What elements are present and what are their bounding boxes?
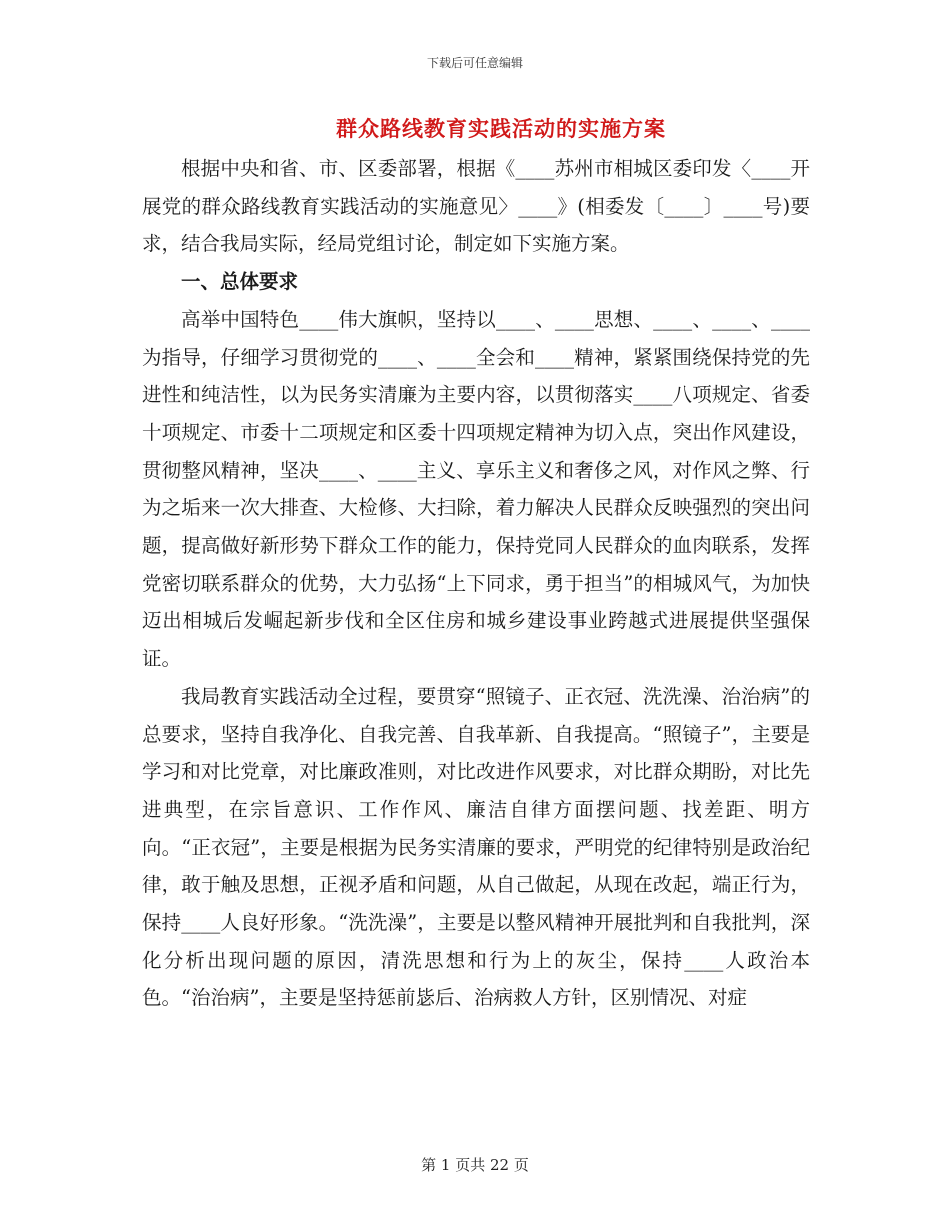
section-heading: 一、总体要求 — [181, 270, 299, 294]
body-paragraph: 高举中国特色____伟大旗帜，坚持以____、____思想、____、____、____为指导，仔细学习贯彻党的____、____全会和____精神，紧紧围绕保持党的先进性和纯洁性，以为民务实清廉为主要内容，以贯彻落实____八项规定、省委十项规定、市委十二项规定和区委十四项规定精神为切入点，突出作风建设，贯彻整风精神，坚决____、____主义、享乐主义和奢侈之风，对作风之弊、行为之垢来一次大排查、大检修、大扫除，着力解决人民群众反映强烈的突出问题，提高做好新形势下群众工作的能力，保持党同人民群众的血肉联系，发挥党密切联系群众的优势，大力弘扬“上下同求，勇于担当”的相城风气，为加快迈出相城后发崛起新步伐和全区住房和城乡建设事业跨越式进展提供坚强保证。 — [142, 307, 810, 671]
document-body — [142, 150, 810, 1017]
header-note: 下载后可任意编辑 — [426, 56, 523, 70]
intro-paragraph: 根据中央和省、市、区委部署，根据《____苏州市相城区委印发〈____开展党的群众路线教育实践活动的实施意见〉____》(相委发〔____〕____号)要求，结合我局实际，经局党组讨论，制定如下实施方案。 — [142, 157, 810, 256]
body-paragraph: 我局教育实践活动全过程，要贯穿“照镜子、正衣冠、洗洗澡、治治病”的总要求，坚持自我净化、自我完善、自我革新、自我提高。“照镜子”，主要是学习和对比党章，对比廉政准则，对比改进作风要求，对比群众期盼，对比先进典型，在宗旨意识、工作作风、廉洁自律方面摆问题、找差距、明方向。“正衣冠”，主要是根据为民务实清廉的要求，严明党的纪律特别是政治纪律，敢于触及思想，正视矛盾和问题，从自己做起，从现在改起，端正行为，保持____人良好形象。“洗洗澡”，主要是以整风精神开展批判和自我批判，深化分析出现问题的原因，清洗思想和行为上的灰尘，保持____人政治本色。“治治病”，主要是坚持惩前毖后、治病救人方针，区别情况、对症 — [142, 684, 810, 1010]
document-title: 群众路线教育实践活动的实施方案 — [336, 116, 666, 141]
page-number: 第 1 页共 22 页 — [421, 1156, 529, 1174]
